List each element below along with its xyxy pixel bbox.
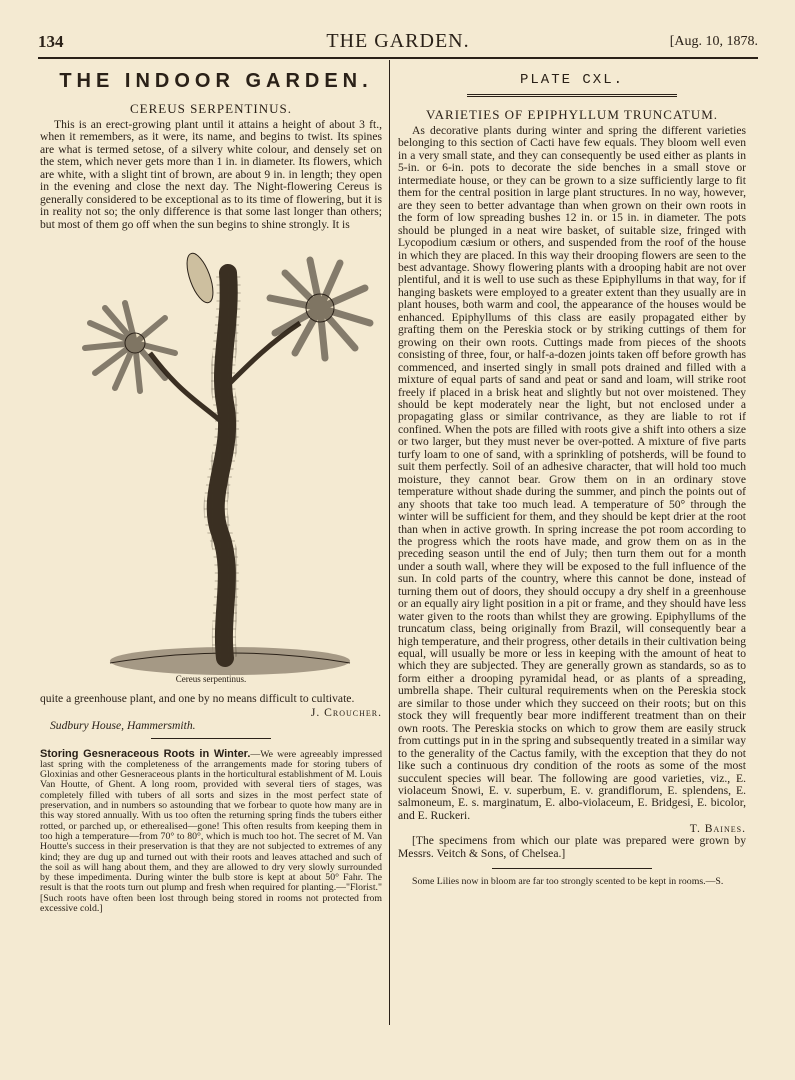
cereus-conclusion: quite a greenhouse plant, and one by no means difficult to cultivate. — [40, 692, 355, 706]
article-title: CEREUS SERPENTINUS. — [129, 101, 293, 116]
cereus-illustration — [40, 233, 382, 693]
plate-title: PLATE CXL. — [519, 72, 624, 88]
section-rule — [151, 738, 271, 739]
journal-title: THE GARDEN. — [326, 30, 470, 52]
right-signature: T. Baines. — [689, 822, 746, 836]
page-header — [38, 30, 758, 54]
author-signature: J. Croucher. — [310, 705, 382, 719]
author-location: Sudbury House, Hammersmith. — [50, 718, 196, 732]
footnote: Some Lilies now in bloom are far too strongly scented to be kept in rooms.—S. — [412, 876, 724, 888]
footnote-rule — [492, 868, 652, 869]
figure-caption: Cereus serpentinus. — [175, 674, 247, 685]
storing-paragraph — [40, 749, 382, 915]
specimen-note: [The specimens from which our plate was prepared were grown by Messrs. Veitch & Sons, of Chelsea.] — [398, 834, 746, 860]
issue-date: [Aug. 10, 1878. — [669, 34, 758, 49]
plate-rule — [467, 94, 677, 97]
epiphyllum-body: As decorative plants during winter and spring the different varieties belonging to this section of Cacti have few equals. They bloom well even in a very small state, and they can consequently be used either as plants in 5-in. or 6-in. pots to decorate the side benches in a small stove or intermediate house, or they can be grown to a size sufficiently large to fit them for the central position in large plant structures. In no way, however, are they seen to better advantage than when grown on their own roots in the form of low spreading bushes 12 in. or 15 in. in diameter. The pots should be plunged in a neat wire basket, of suitable size, fringed with Lycopodium cæsium or others, and suspended from the roof of the house in which they are placed. In this way their drooping flowers are seen to the best advantage. Showy flowering plants with a drooping habit are not over plentiful, and it is well to use such as these Epiphyllums in that way, for if hanging baskets were employed to a greater extent than they usually are in plant houses, both warm and cool, the appearance of the houses would be enhanced. Epiphyllums of this class are easily propagated either by grafting them on the Pereskia stock or by striking cuttings of them for growing on their own roots. Cuttings made from pieces of the shoots consisting of three, four, or half-a-dozen joints taken off before growth has commenced, and inserted singly in small pots drained and filled with a mixture of equal parts of sand and peat or sand and loam, will strike root freely if placed in a brisk heat and slightly but not over moistened. They should be kept moderately near the light, but not enclosed under a propagating glass or similar contrivance, as they are liable to rot if confined. When the pots are filled with roots give a shift into others a size or two larger, but they must never be over-potted. A mixture of five parts turfy loam to one of sand, with a sprinkling of potsherds, will be found to suit them perfectly. Soil of an adhesive character, that will hold too much moisture, they cannot bear. Grow them on in an ordinary stove temperature without shade during the summer, and pinch the points out of any shoots that take too much lead. A temperature of 50° through the winter will be sufficient for them, and they should be kept drier at the root than when in active growth. In spring increase the pot room according to the progress which the roots have made, and grow them on as in the preceding season until the end of July; then turn them out for a month under a south wall, where they will be exposed to the full influence of the sun. In cold parts of the country, where this cannot be done, instead of turning them out of doors, they should occupy a dry shelf in a greenhouse or an equally airy light position in a pit or frame, and they should have less water given to the roots than whilst they are growing. Epiphyllums of the truncatum class, being originally from Brazil, will consequently bear a high temperature, and their progress, other details in their cultivation being equal, will usually be more or less in keeping with the amount of heat to which they are subjected. They are generally grown as standards, so as to form either a drooping pyramidal head, or as plants of a spreading, umbrella shape. Their cultural requirements when on the Pereskia stock are similar to those under which they succeed on their roots; but on this stock they will frequently bear more indifferent treatment than on their own roots. The Pereskia stocks on which to grow them are easily struck from cuttings put in in the spring and subsequently treated in a similar way to the generality of the Cactus family, with the exception that they do not like such a continuous dry condition of the roots as some of the most succulent species will bear. The following are good varieties, viz., E. violaceum Snowi, E. v. superbum, E. v. grandiflorum, E. splendens, E. salmoneum, E. s. marginatum, E. albo-violaceum, E. Bridgesi, E. bicolor, and E. Ruckeri. — [398, 124, 746, 822]
page-number: 134 — [38, 32, 64, 51]
cactus-engraving — [40, 233, 382, 678]
header-rule — [38, 57, 758, 59]
storing-heading: Storing Gesneraceous Roots in Winter. — [40, 747, 251, 760]
epiphyllum-title: VARIETIES OF EPIPHYLLUM TRUNCATUM. — [425, 107, 719, 122]
signature-row — [40, 706, 382, 719]
storing-body: —We were agreeably impressed last spring with the completeness of the arrangements made for storing tubers of Gloxinias and other Gesneraceous plants in the horticultural establishment of M. Louis Van Houtte, of Ghent. A long room, provided with several tiers of stages, was completely filled with tubers of all sorts and sizes in the most perfect state of preservation, and in numbers so astounding that we forbear to quote how many are in this way stored annually. With us too often the returning spring finds the tubers either rotted, or parched up, or etherealised—gone! This often results from keeping them in too high a temperature—from 70° to 80°, which is much too hot. The secret of M. Van Houtte's success in their preservation is that they are not subjected to extremes of any kind; they are dug up and turned out with their roots and leaves attached and such of the soil as will hang about them, and they are allowed to dry very slowly surrounded by these impedimenta. During winter the bulb store is kept at about 50° Fahr. The result is that the roots turn out plump and fresh when required for planting.—"Florist." [Such roots have often been lost through being stored in rooms not protected from excessive cold.] — [40, 748, 382, 914]
right-column — [398, 64, 746, 1024]
cereus-paragraph: This is an erect-growing plant until it attains a height of about 3 ft., when it remembers, as it were, its name, and begins to twist. Its spines are what is termed setose, of a silvery white colour, and densely set on the stem, which never gets more than 1 in. in diameter. Its flowers, which are white, with a slight tint of brown, are about 9 in. in length; they open in the evening and close the next day. The Night-flowering Cereus is generally considered to be exceptional as to its time of flowering, but it is in reality not so; the only difference is that some last longer than others; but most of them go off when the sun begins to shine strongly. It is — [40, 118, 382, 231]
column-divider — [389, 60, 390, 1025]
section-title: THE INDOOR GARDEN. — [59, 70, 373, 92]
left-column — [40, 64, 382, 1024]
